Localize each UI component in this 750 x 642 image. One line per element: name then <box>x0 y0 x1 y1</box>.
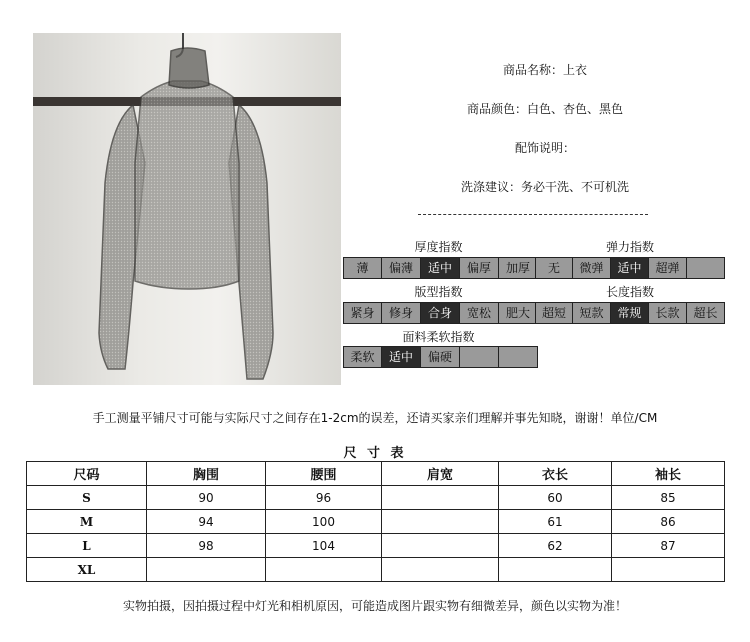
header-sleeve: 袖长 <box>612 462 725 486</box>
elasticity-option: 无 <box>535 257 573 279</box>
header-size: 尺码 <box>27 462 147 486</box>
measurement-note: 手工测量平铺尺寸可能与实际尺寸之间存在1-2cm的误差，还请买家亲们理解并事先知晓，谢谢！单位/CM <box>92 411 658 425</box>
softness-option <box>459 346 499 368</box>
softness-option <box>498 346 538 368</box>
table-row <box>27 558 725 582</box>
fit-option-selected: 合身 <box>420 302 460 324</box>
shoulder-cell <box>382 486 499 510</box>
elasticity-option <box>686 257 725 279</box>
size-cell: L <box>27 534 147 558</box>
elasticity-option-selected: 适中 <box>610 257 649 279</box>
waist-cell: 96 <box>266 486 382 510</box>
length-title: 长度指数 <box>605 285 654 299</box>
shoulder-cell <box>382 534 499 558</box>
length-cell: 62 <box>499 534 612 558</box>
length-option: 短款 <box>572 302 611 324</box>
fit-option: 宽松 <box>459 302 499 324</box>
product-photo <box>33 33 341 385</box>
length-cell: 60 <box>499 486 612 510</box>
softness-option-selected: 适中 <box>381 346 421 368</box>
size-table <box>26 461 725 582</box>
softness-scale <box>343 346 538 368</box>
header-chest: 胸围 <box>147 462 266 486</box>
sleeve-cell <box>612 558 725 582</box>
fit-option: 修身 <box>381 302 421 324</box>
table-row <box>27 486 725 510</box>
shirt-body <box>135 81 239 289</box>
length-option: 超短 <box>535 302 573 324</box>
thickness-option-selected: 适中 <box>420 257 460 279</box>
thickness-option: 偏厚 <box>459 257 499 279</box>
size-table-header <box>27 462 725 486</box>
thickness-option: 薄 <box>343 257 382 279</box>
elasticity-option: 超弹 <box>648 257 687 279</box>
table-row <box>27 534 725 558</box>
header-length: 衣长 <box>499 462 612 486</box>
elasticity-title: 弹力指数 <box>605 240 654 254</box>
waist-cell: 100 <box>266 510 382 534</box>
length-option-selected: 常规 <box>610 302 649 324</box>
length-scale <box>535 302 725 324</box>
softness-title: 面料柔软指数 <box>402 330 475 344</box>
photo-disclaimer: 实物拍摄，因拍摄过程中灯光和相机原因，可能造成图片跟实物有细微差异，颜色以实物为准！ <box>122 599 627 613</box>
wash-advice: 洗涤建议：务必干洗、不可机洗 <box>460 180 629 194</box>
length-cell: 61 <box>499 510 612 534</box>
fit-title: 版型指数 <box>414 285 463 299</box>
thickness-title: 厚度指数 <box>414 240 463 254</box>
mesh-top-illustration <box>33 33 341 385</box>
elasticity-option: 微弹 <box>572 257 611 279</box>
turtleneck-collar <box>169 48 209 88</box>
shoulder-cell <box>382 510 499 534</box>
accessory-note: 配饰说明： <box>514 141 575 155</box>
softness-option: 偏硬 <box>420 346 460 368</box>
fit-option: 紧身 <box>343 302 382 324</box>
thickness-option: 加厚 <box>498 257 538 279</box>
header-waist: 腰围 <box>266 462 382 486</box>
shoulder-cell <box>382 558 499 582</box>
fit-option: 肥大 <box>498 302 538 324</box>
product-colors: 商品颜色：白色、杏色、黑色 <box>466 102 623 116</box>
waist-cell <box>266 558 382 582</box>
fit-scale <box>343 302 538 324</box>
length-option: 长款 <box>648 302 687 324</box>
chest-cell: 90 <box>147 486 266 510</box>
length-option: 超长 <box>686 302 725 324</box>
sleeve-cell: 85 <box>612 486 725 510</box>
thickness-option: 偏薄 <box>381 257 421 279</box>
size-cell: M <box>27 510 147 534</box>
chest-cell: 98 <box>147 534 266 558</box>
sleeve-cell: 87 <box>612 534 725 558</box>
size-cell: XL <box>27 558 147 582</box>
size-cell: S <box>27 486 147 510</box>
softness-option: 柔软 <box>343 346 382 368</box>
size-chart-title: 尺 寸 表 <box>343 446 407 461</box>
elasticity-scale <box>535 257 725 279</box>
header-shoulder: 肩宽 <box>382 462 499 486</box>
table-row <box>27 510 725 534</box>
chest-cell <box>147 558 266 582</box>
chest-cell: 94 <box>147 510 266 534</box>
length-cell <box>499 558 612 582</box>
sleeve-cell: 86 <box>612 510 725 534</box>
product-name: 商品名称：上衣 <box>502 63 587 77</box>
dashed-divider <box>418 214 648 215</box>
thickness-scale <box>343 257 538 279</box>
waist-cell: 104 <box>266 534 382 558</box>
